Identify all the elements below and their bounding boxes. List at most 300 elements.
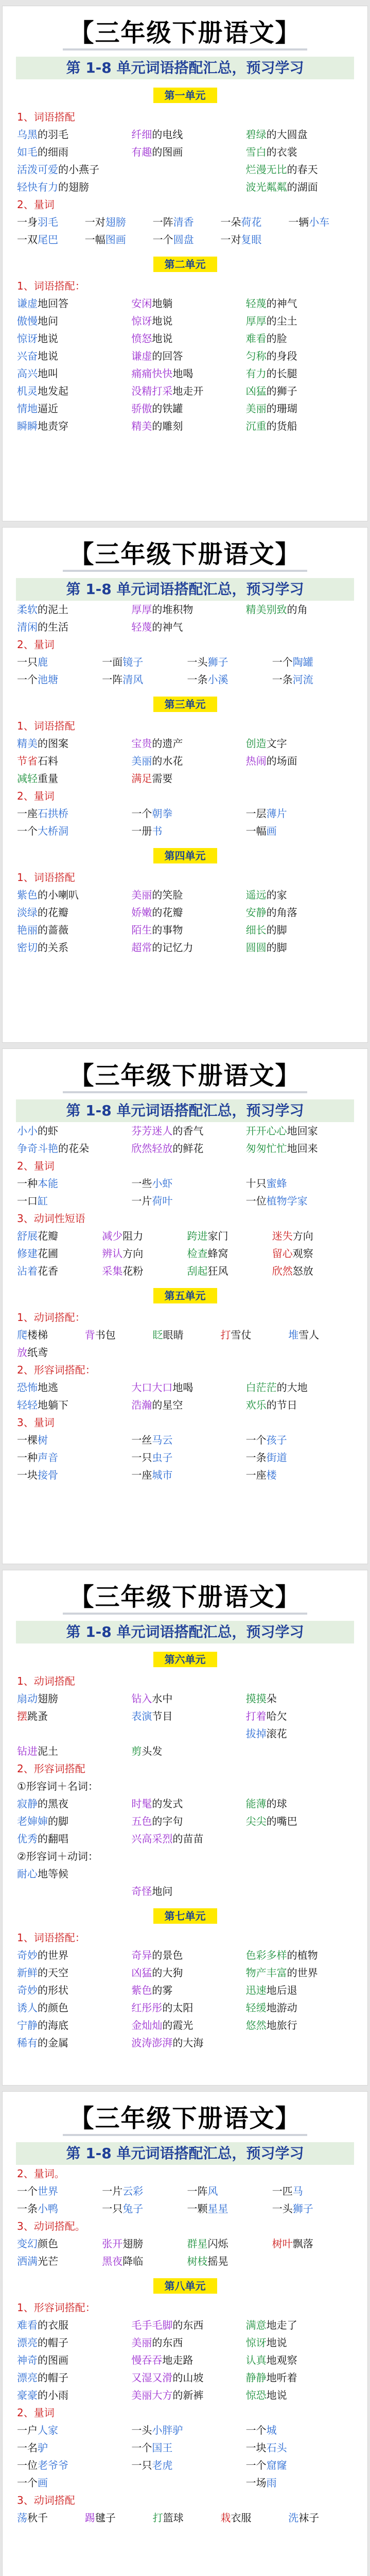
phrase-item: [131, 312, 238, 330]
phrase-item: [17, 2252, 98, 2270]
phrase-part: 地逃: [38, 1381, 58, 1394]
phrase-part: 的蔷薇: [38, 924, 68, 936]
phrase-item: [246, 347, 353, 365]
phrase-item: [17, 735, 124, 752]
phrase-part: 白茫茫: [245, 1381, 277, 1394]
phrase-item: [17, 1175, 124, 1192]
phrase-part: 沾着: [17, 1265, 38, 1277]
phrase-part: 的货船: [266, 420, 297, 432]
phrase-item: [131, 1175, 238, 1192]
phrase-part: 地发起: [38, 385, 68, 397]
phrase-item: [131, 143, 238, 161]
phrase-part: 如毛: [17, 146, 38, 158]
phrase-part: 方向: [292, 1230, 313, 1242]
phrase-part: 的星空: [152, 1399, 183, 1411]
phrase-part: 剪: [131, 1745, 142, 1757]
phrase-grid: [17, 1865, 353, 1900]
phrase-item: [17, 1964, 124, 1981]
unit-label: 第一单元: [153, 88, 217, 103]
phrase-part: 一棵: [17, 1434, 38, 1446]
phrase-part: 十只: [245, 1177, 267, 1190]
phrase-part: 惊讶: [245, 2336, 267, 2349]
phrase-part: 的太阳: [162, 2002, 193, 2014]
phrase-grid: [17, 1795, 353, 1848]
phrase-part: 群星: [187, 2238, 208, 2250]
phrase-part: 的世界: [287, 1967, 318, 1979]
phrase-part: 一个: [131, 807, 152, 820]
phrase-part: 一个: [131, 2442, 152, 2454]
phrase-part: 的金属: [38, 2037, 68, 2049]
unit-banner: [3, 88, 367, 103]
phrase-part: 愤怒: [131, 332, 152, 345]
phrase-item: [246, 1431, 353, 1449]
phrase-item: [17, 2182, 98, 2200]
phrase-item: [17, 417, 124, 435]
section-heading: 2、量词: [17, 790, 55, 802]
phrase-part: 世界: [38, 2185, 58, 2197]
phrase-part: 的泥土: [38, 603, 68, 616]
section-heading: 1、形容词搭配：: [17, 2301, 96, 2314]
phrase-part: 地说: [38, 332, 58, 345]
phrase-part: 树叶: [272, 2238, 293, 2250]
phrase-part: 风: [207, 2185, 218, 2197]
phrase-part: 一面: [102, 656, 123, 668]
phrase-item: [272, 1245, 353, 1262]
phrase-part: 的天空: [38, 1967, 68, 1979]
phrase-item: [17, 1690, 124, 1707]
phrase-part: 地说: [266, 2389, 287, 2401]
phrase-item: [246, 752, 353, 770]
title-wrap: [3, 1570, 367, 1615]
title-wrap: [3, 6, 367, 50]
phrase-part: 轻缓: [245, 2002, 267, 2014]
phrase-part: 花粉: [122, 1265, 144, 1277]
section: [17, 2404, 353, 2492]
phrase-part: 楼: [266, 1469, 277, 1481]
phrase-part: 纸鸢: [27, 1346, 48, 1359]
phrase-item: [131, 822, 238, 840]
phrase-grid: [17, 2509, 353, 2527]
phrase-part: 地游动: [266, 2002, 297, 2014]
phrase-part: 超常: [131, 941, 152, 954]
phrase-item: [246, 382, 353, 400]
phrase-part: 洒满: [17, 2255, 38, 2267]
phrase-part: 安静: [245, 906, 267, 919]
document-root: [0, 6, 370, 2576]
phrase-part: 孩子: [266, 1434, 287, 1446]
phrase-part: 星星: [207, 2202, 228, 2215]
unit-banner: [3, 1288, 367, 1303]
phrase-part: 轻蔑: [131, 621, 152, 633]
phrase-item: [246, 400, 353, 417]
phrase-item: [246, 886, 353, 904]
phrase-item: [153, 231, 218, 248]
phrase-part: 眨: [152, 1329, 163, 1341]
phrase-part: 娇嫩: [131, 906, 152, 919]
phrase-part: 国王: [152, 2442, 173, 2454]
phrase-part: 花圃: [38, 1247, 58, 1260]
phrase-item: [131, 904, 238, 921]
phrase-part: 一身: [17, 216, 38, 228]
phrase-part: 的黑夜: [38, 1798, 68, 1810]
phrase-part: 的字句: [152, 1815, 183, 1827]
phrase-part: 惊讶: [131, 315, 152, 327]
phrase-part: 的水花: [152, 755, 183, 767]
phrase-part: 朵: [266, 1692, 277, 1705]
phrase-part: 满意: [245, 2319, 267, 2331]
phrase-part: 烂漫无比: [245, 163, 287, 176]
section: [17, 601, 353, 636]
phrase-part: 一只: [102, 2202, 123, 2215]
phrase-part: 的小燕子: [58, 163, 99, 176]
phrase-part: 厚厚: [131, 603, 152, 616]
phrase-item: [246, 1999, 353, 2016]
phrase-part: 小胖驴: [152, 2424, 183, 2436]
phrase-part: 波光粼粼: [245, 181, 287, 193]
phrase-part: 堆: [288, 1329, 299, 1341]
phrase-item: [17, 400, 124, 417]
phrase-item: [17, 1742, 124, 1760]
phrase-item: [246, 921, 353, 939]
phrase-item: [246, 330, 353, 347]
phrase-part: 悠然: [245, 2019, 267, 2031]
section-heading: 3、量词: [17, 1416, 55, 1429]
section: [17, 277, 353, 435]
phrase-part: 一座: [131, 1469, 152, 1481]
phrase-item: [246, 1175, 353, 1192]
phrase-part: 树: [38, 1434, 48, 1446]
phrase-part: 街道: [266, 1451, 287, 1464]
phrase-item: [131, 2369, 238, 2386]
phrase-item: [17, 1981, 124, 1999]
phrase-item: [187, 2200, 268, 2217]
phrase-part: 的脚: [266, 941, 287, 954]
section: [17, 1210, 353, 1280]
phrase-item: [246, 2369, 353, 2386]
section: [17, 196, 353, 248]
phrase-part: ②形容词＋动词：: [17, 1850, 98, 1862]
phrase-item: [131, 2439, 238, 2456]
section: [17, 1929, 353, 2052]
phrase-part: 陌生: [131, 924, 152, 936]
section-heading: 3、动词搭配。: [17, 2220, 85, 2232]
phrase-item: [17, 143, 124, 161]
phrase-item: [131, 295, 238, 312]
phrase-item: [131, 601, 238, 618]
phrase-item: [246, 143, 353, 161]
phrase-item: [246, 126, 353, 143]
phrase-part: 地等候: [38, 1868, 68, 1880]
phrase-item: [17, 2351, 124, 2369]
phrase-part: 阻力: [122, 1230, 144, 1242]
phrase-part: 河流: [292, 673, 313, 686]
phrase-part: 美丽大方: [131, 2389, 173, 2401]
phrase-item: [131, 1946, 238, 1964]
phrase-part: 轻轻: [17, 1399, 38, 1411]
phrase-part: 大桥洞: [38, 825, 68, 837]
title-wrap: [3, 528, 367, 572]
phrase-item: [187, 671, 268, 688]
phrase-part: 的生活: [38, 621, 68, 633]
phrase-item: [102, 1227, 183, 1245]
phrase-item: [131, 2334, 238, 2351]
section-heading: 2、形容词搭配: [17, 1762, 85, 1775]
phrase-part: 雪人: [298, 1329, 320, 1341]
phrase-part: 的场面: [266, 755, 297, 767]
phrase-part: 欣然: [272, 1265, 293, 1277]
phrase-part: 时髦: [131, 1798, 152, 1810]
unit-banner: [3, 1908, 367, 1924]
phrase-item: [17, 2200, 98, 2217]
phrase-part: 的尘土: [266, 315, 297, 327]
phrase-part: 一片: [102, 2185, 123, 2197]
phrase-part: 篮球: [163, 2512, 184, 2524]
phrase-item: [187, 2252, 268, 2270]
phrase-part: 清香: [173, 216, 194, 228]
phrase-item: [85, 2509, 150, 2527]
phrase-part: 钻入: [131, 1692, 152, 1705]
phrase-part: 奇妙: [17, 1949, 38, 1961]
phrase-item: [187, 2182, 268, 2200]
phrase-part: 一册: [131, 825, 152, 837]
unit-banner: [3, 697, 367, 712]
phrase-item: [131, 2456, 238, 2474]
phrase-part: 接骨: [38, 1469, 58, 1481]
phrase-item: [131, 382, 238, 400]
page-subtitle: 第 1-8 单元词语搭配汇总，预习学习: [16, 2142, 354, 2165]
phrase-part: 兴奋: [17, 350, 38, 362]
phrase-part: 背: [84, 1329, 95, 1341]
phrase-grid: [17, 2421, 353, 2492]
phrase-part: 新鲜: [17, 1967, 38, 1979]
phrase-grid: [17, 886, 353, 956]
title-wrap: [3, 2092, 367, 2136]
phrase-part: 一层: [245, 807, 267, 820]
phrase-part: 的发式: [152, 1798, 183, 1810]
section: [17, 2492, 353, 2527]
phrase-item: [272, 2182, 353, 2200]
phrase-part: 一块: [245, 2442, 267, 2454]
phrase-part: 凶猛: [245, 385, 267, 397]
phrase-part: 凶猛: [131, 1967, 152, 1979]
phrase-part: 奇怪: [131, 1885, 152, 1897]
phrase-part: 一个: [17, 2477, 38, 2489]
phrase-item: [17, 213, 82, 231]
phrase-item: [131, 1742, 238, 1760]
phrase-part: 一个: [245, 1434, 267, 1446]
phrase-part: 地问: [38, 315, 58, 327]
phrase-part: 地回答: [38, 297, 68, 310]
phrase-item: [131, 921, 238, 939]
phrase-part: 跳蚤: [27, 1710, 48, 1722]
phrase-part: 的颜色: [38, 2002, 68, 2014]
unit-label: 第八单元: [153, 2278, 217, 2294]
phrase-part: 纤细: [131, 128, 152, 141]
phrase-item: [220, 231, 285, 248]
phrase-item: [187, 1227, 268, 1245]
phrase-part: 稀有: [17, 2037, 38, 2049]
phrase-part: 的脚: [266, 924, 287, 936]
phrase-part: 植物学家: [266, 1195, 308, 1207]
phrase-item: [17, 1812, 124, 1830]
phrase-item: [102, 1262, 183, 1280]
phrase-item: [17, 1707, 124, 1725]
phrase-part: 老婶婶: [17, 1815, 48, 1827]
phrase-part: 滚花: [266, 1727, 287, 1740]
phrase-part: 紫色: [131, 1984, 152, 1996]
phrase-part: 遥远: [245, 889, 267, 901]
phrase-part: 栽: [220, 2512, 231, 2524]
phrase-part: 地说: [152, 332, 173, 345]
phrase-part: 复眼: [241, 233, 262, 246]
phrase-part: 的春天: [287, 163, 318, 176]
phrase-part: 城市: [152, 1469, 173, 1481]
phrase-part: 的衣裳: [266, 146, 297, 158]
phrase-grid: [17, 735, 353, 787]
phrase-part: 朝拳: [152, 807, 173, 820]
phrase-part: 沉重: [245, 420, 267, 432]
phrase-item: [17, 1777, 353, 1795]
phrase-item: [17, 1466, 124, 1484]
phrase-item: [17, 921, 124, 939]
phrase-part: 一位: [245, 1195, 267, 1207]
phrase-item: [187, 1245, 268, 1262]
phrase-part: 一口: [17, 1195, 38, 1207]
phrase-part: 的雕刻: [152, 420, 183, 432]
phrase-grid: [17, 2316, 353, 2404]
section: [17, 108, 353, 196]
phrase-grid: [17, 1326, 353, 1361]
phrase-part: 一辆: [288, 216, 309, 228]
phrase-part: 一些: [131, 1177, 152, 1190]
phrase-part: 的羽毛: [38, 128, 68, 141]
phrase-part: 的山坡: [172, 2371, 204, 2384]
phrase-grid: [17, 1431, 353, 1484]
phrase-item: [17, 770, 124, 787]
phrase-part: 难看: [17, 2319, 38, 2331]
phrase-item: [246, 1466, 353, 1484]
phrase-part: 柔软: [17, 603, 38, 616]
phrase-part: 一场: [245, 2477, 267, 2489]
page-title: 【三年级下册语文】: [63, 539, 307, 572]
section-heading: 1、动词搭配：: [17, 1311, 85, 1324]
section-heading: 2、形容词搭配：: [17, 1364, 96, 1376]
phrase-part: 一个: [17, 825, 38, 837]
phrase-item: [246, 1725, 353, 1742]
phrase-part: 雪白: [245, 146, 267, 158]
phrase-part: 静静: [245, 2371, 267, 2384]
phrase-part: 一条: [245, 1451, 267, 1464]
phrase-part: 飘落: [292, 2238, 313, 2250]
phrase-item: [246, 2456, 353, 2474]
phrase-item: [17, 822, 124, 840]
unit-banner: [3, 1652, 367, 1667]
phrase-part: 的脸: [266, 332, 287, 345]
phrase-part: 谦虚: [17, 297, 38, 310]
phrase-item: [246, 2334, 353, 2351]
phrase-part: 毽子: [95, 2512, 116, 2524]
phrase-item: [131, 770, 238, 787]
phrase-part: 画: [266, 825, 277, 837]
phrase-item: [131, 752, 238, 770]
phrase-item: [187, 1262, 268, 1280]
phrase-grid: [17, 1777, 353, 1795]
phrase-part: 摇晃: [207, 2255, 228, 2267]
phrase-item: [220, 213, 285, 231]
phrase-item: [246, 161, 353, 178]
phrase-item: [17, 2316, 124, 2334]
phrase-item: [131, 2351, 238, 2369]
phrase-part: 重量: [38, 772, 58, 785]
phrase-part: 刮起: [187, 1265, 208, 1277]
phrase-item: [246, 2351, 353, 2369]
phrase-part: 变幻: [17, 2238, 38, 2250]
document-page: [2, 1570, 368, 2086]
phrase-part: 颜色: [38, 2238, 58, 2250]
phrase-item: [131, 1449, 238, 1466]
section-heading: 2、量词: [17, 638, 55, 651]
phrase-part: 一阵: [102, 673, 123, 686]
phrase-part: 头发: [142, 1745, 163, 1757]
phrase-item: [17, 1865, 124, 1883]
phrase-part: 一个: [152, 233, 173, 246]
phrase-part: 奇异: [131, 1949, 152, 1961]
phrase-part: 石拱桥: [38, 807, 68, 820]
phrase-part: 谦虚: [131, 350, 152, 362]
phrase-part: 机灵: [17, 385, 38, 397]
phrase-item: [131, 1466, 238, 1484]
phrase-item: [272, 1227, 353, 1245]
phrase-item: [246, 601, 353, 618]
phrase-part: 一名: [17, 2442, 38, 2454]
phrase-item: [102, 671, 183, 688]
phrase-part: 红彤彤: [131, 2002, 163, 2014]
phrase-part: 的遗产: [152, 737, 183, 750]
phrase-part: 人家: [38, 2424, 58, 2436]
phrase-part: 尾巴: [38, 233, 58, 246]
phrase-part: 荷花: [241, 216, 262, 228]
phrase-part: 美丽: [245, 402, 267, 415]
page-title: 【三年级下册语文】: [63, 18, 307, 50]
phrase-part: 翅膀: [105, 216, 126, 228]
phrase-item: [246, 417, 353, 435]
section-heading: 1、词语搭配：: [17, 280, 85, 292]
phrase-part: 漂亮: [17, 2371, 38, 2384]
phrase-part: 哈欠: [266, 1710, 287, 1722]
phrase-item: [131, 2016, 238, 2034]
phrase-part: 恐怖: [17, 1381, 38, 1394]
phrase-part: 蜜蜂: [266, 1177, 287, 1190]
phrase-part: 诱人: [17, 2002, 38, 2014]
phrase-part: 淡绿: [17, 906, 38, 919]
phrase-part: 雨: [266, 2477, 277, 2489]
phrase-part: 书: [152, 825, 163, 837]
phrase-item: [153, 2509, 218, 2527]
phrase-item: [17, 382, 124, 400]
phrase-grid: [17, 295, 353, 435]
phrase-part: 跨进: [187, 1230, 208, 1242]
section-heading: 2、量词。: [17, 2167, 65, 2180]
phrase-item: [17, 1192, 124, 1210]
phrase-part: 的珊瑚: [266, 402, 297, 415]
phrase-part: 的关系: [38, 941, 68, 954]
phrase-part: 的花瓣: [38, 906, 68, 919]
phrase-part: 美丽: [131, 2336, 152, 2349]
phrase-item: [246, 1865, 353, 1883]
phrase-part: 一个: [245, 2424, 267, 2436]
phrase-part: 一只: [17, 656, 38, 668]
phrase-part: 的帽子: [38, 2371, 68, 2384]
